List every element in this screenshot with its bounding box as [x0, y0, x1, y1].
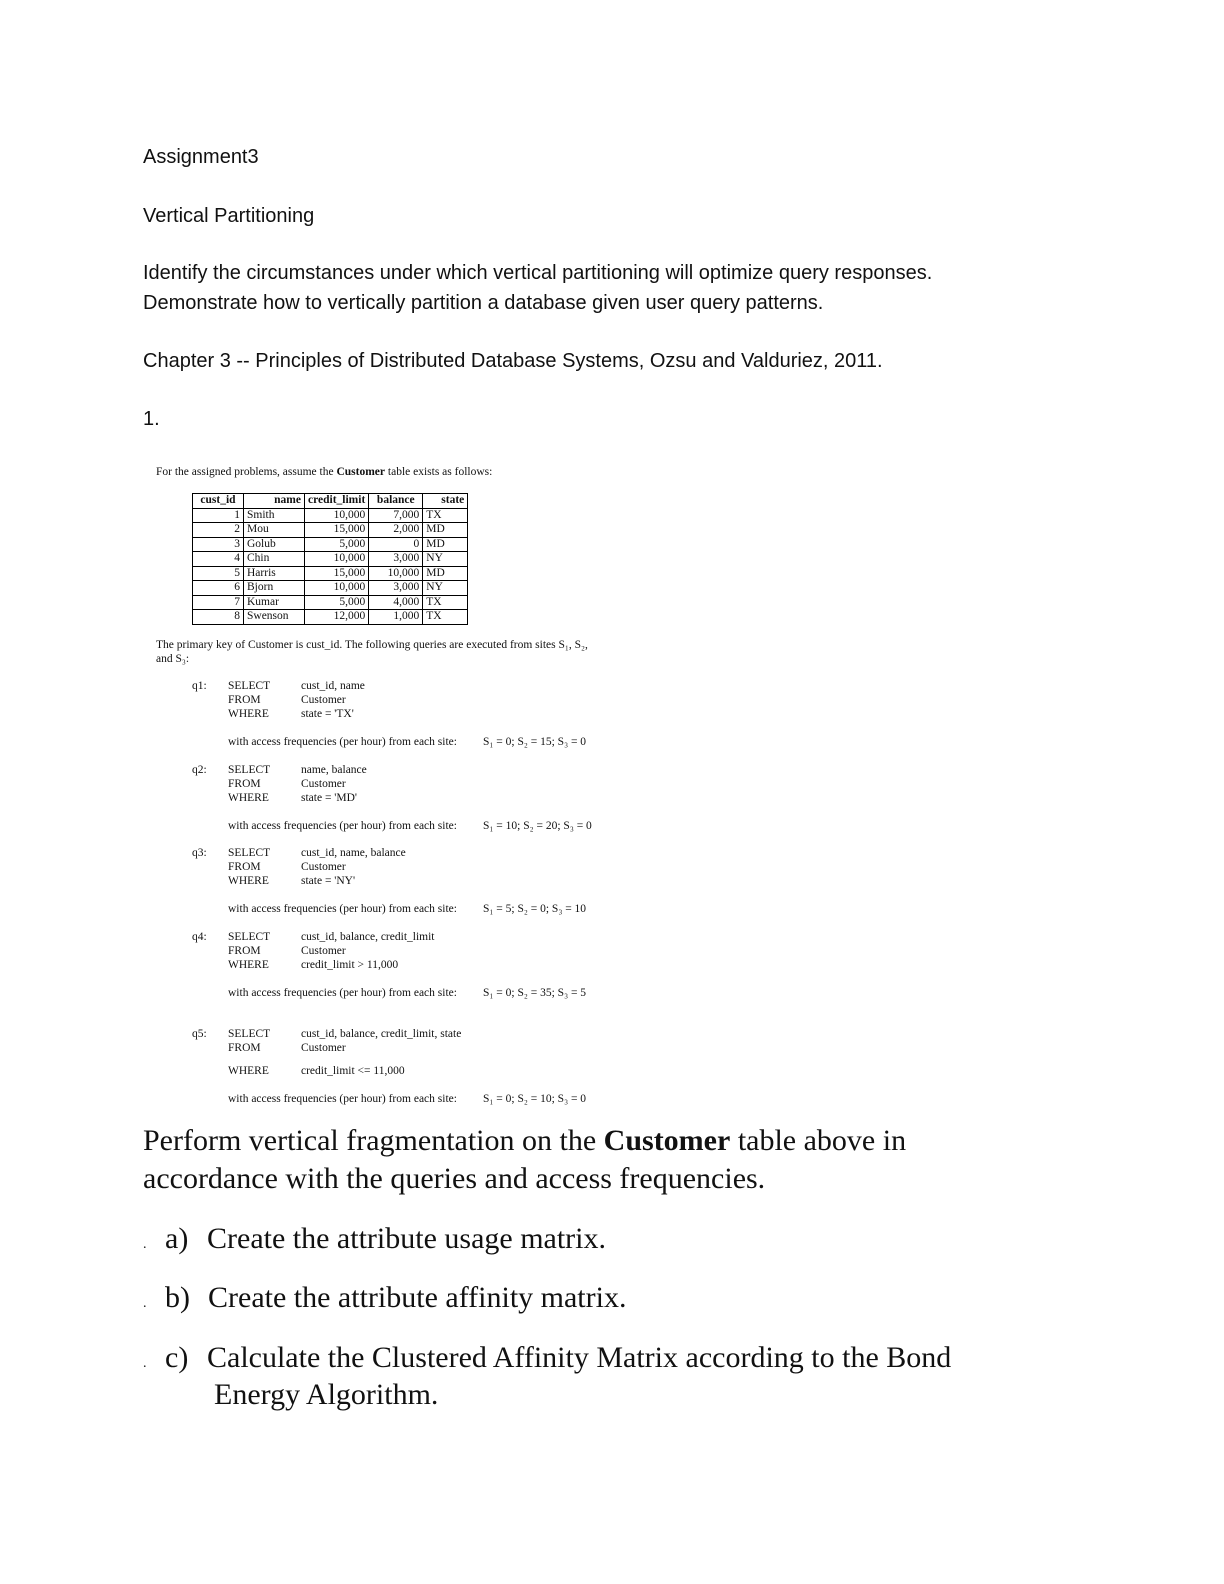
query-label: q3: [192, 847, 207, 859]
table-cell: 10,000 [305, 581, 369, 596]
customer-table [192, 493, 468, 625]
table-row [193, 523, 468, 538]
col-header: cust_id [193, 494, 244, 509]
table-cell: 2,000 [369, 523, 423, 538]
table-cell: 15,000 [305, 566, 369, 581]
table-cell: MD [423, 537, 468, 552]
from-clause: Customer [301, 861, 346, 873]
table-cell: 6 [193, 581, 244, 596]
task-line-2: accordance with the queries and access frequencies. [143, 1162, 766, 1195]
freq-label: with access frequencies (per hour) from each site: [228, 987, 457, 999]
access-frequency [228, 1093, 587, 1105]
from-keyword: FROM [228, 945, 261, 957]
select-keyword: SELECT [228, 1028, 271, 1040]
table-cell: TX [423, 610, 468, 625]
from-keyword: FROM [228, 778, 261, 790]
table-cell: NY [423, 581, 468, 596]
reference: Chapter 3 -- Principles of Distributed Database Systems, Ozsu and Valduriez, 2011. [143, 350, 883, 372]
select-keyword: SELECT [228, 931, 271, 943]
from-clause: Customer [301, 1042, 346, 1054]
freq-label: with access frequencies (per hour) from each site: [228, 1093, 457, 1105]
select-clause: cust_id, name, balance [301, 847, 406, 859]
item-text: Calculate the Clustered Affinity Matrix according to the Bond [207, 1341, 952, 1374]
bullet: . [143, 1237, 147, 1252]
col-header: credit_limit [305, 494, 369, 509]
where-clause: credit_limit <= 11,000 [301, 1065, 405, 1077]
table-cell: Kumar [244, 595, 305, 610]
select-clause: cust_id, balance, credit_limit, state [301, 1028, 462, 1040]
objective-2: Demonstrate how to vertically partition a database given user query patterns. [143, 292, 824, 314]
freq-label: with access frequencies (per hour) from each site: [228, 736, 457, 748]
table-cell: 5,000 [305, 537, 369, 552]
table-cell: 3,000 [369, 552, 423, 567]
intro-text: For the assigned problems, assume the [156, 466, 337, 478]
table-cell: Golub [244, 537, 305, 552]
select-clause: name, balance [301, 764, 367, 776]
table-cell: 3,000 [369, 581, 423, 596]
select-keyword: SELECT [228, 764, 271, 776]
table-cell: 12,000 [305, 610, 369, 625]
from-clause: Customer [301, 945, 346, 957]
table-row [193, 552, 468, 567]
problem-number: 1. [143, 408, 160, 430]
col-header: name [244, 494, 305, 509]
problem-intro [156, 466, 492, 478]
table-row [193, 537, 468, 552]
table-cell: 10,000 [369, 566, 423, 581]
from-clause: Customer [301, 778, 346, 790]
task-bold: Customer [603, 1124, 731, 1157]
bullet: . [143, 1356, 147, 1371]
item-marker: c) [165, 1341, 189, 1374]
table-cell: 4,000 [369, 595, 423, 610]
select-keyword: SELECT [228, 680, 271, 692]
table-cell: 4 [193, 552, 244, 567]
query-label: q4: [192, 931, 207, 943]
table-cell: 1,000 [369, 610, 423, 625]
freq-values: S₁ = 0; S₂ = 35; S₃ = 5 [483, 987, 587, 999]
table-cell: Harris [244, 566, 305, 581]
table-cell: Swenson [244, 610, 305, 625]
from-keyword: FROM [228, 861, 261, 873]
pk-line-1: The primary key of Customer is cust_id. The following queries are executed from sites S₁, S₂, [156, 639, 588, 651]
access-frequency [228, 987, 587, 999]
table-cell: TX [423, 508, 468, 523]
table-header [193, 494, 468, 509]
table-cell: 7 [193, 595, 244, 610]
table-cell: 0 [369, 537, 423, 552]
freq-values: S₁ = 5; S₂ = 0; S₃ = 10 [483, 903, 587, 915]
where-clause: state = 'TX' [301, 708, 354, 720]
access-frequency [228, 820, 592, 832]
table-row [193, 566, 468, 581]
col-header: state [423, 494, 468, 509]
table-cell: MD [423, 523, 468, 538]
table-cell: 10,000 [305, 552, 369, 567]
table-cell: 7,000 [369, 508, 423, 523]
table-cell: 8 [193, 610, 244, 625]
freq-values: S₁ = 10; S₂ = 20; S₃ = 0 [483, 820, 592, 832]
select-clause: cust_id, balance, credit_limit [301, 931, 435, 943]
table-cell: 5,000 [305, 595, 369, 610]
where-clause: state = 'NY' [301, 875, 356, 887]
from-keyword: FROM [228, 694, 261, 706]
task-item-a [143, 1222, 607, 1256]
item-marker: a) [165, 1222, 189, 1255]
table-cell: 10,000 [305, 508, 369, 523]
task-text: Perform vertical fragmentation on the [143, 1124, 604, 1157]
table-cell: Bjorn [244, 581, 305, 596]
where-keyword: WHERE [228, 708, 269, 720]
item-marker: b) [165, 1281, 190, 1314]
table-cell: NY [423, 552, 468, 567]
table-row [193, 581, 468, 596]
task-item-b [143, 1281, 627, 1315]
where-keyword: WHERE [228, 875, 269, 887]
item-text: Create the attribute affinity matrix. [208, 1281, 627, 1314]
where-keyword: WHERE [228, 792, 269, 804]
assignment-title: Assignment3 [143, 146, 259, 168]
where-clause: state = 'MD' [301, 792, 357, 804]
table-cell: Mou [244, 523, 305, 538]
from-clause: Customer [301, 694, 346, 706]
query-label: q2: [192, 764, 207, 776]
col-header: balance [369, 494, 423, 509]
table-cell: Smith [244, 508, 305, 523]
pk-line-2: and S₃: [156, 653, 190, 665]
query-label: q1: [192, 680, 207, 692]
table-cell: 2 [193, 523, 244, 538]
freq-label: with access frequencies (per hour) from each site: [228, 820, 457, 832]
table-cell: 15,000 [305, 523, 369, 538]
table-cell: 5 [193, 566, 244, 581]
table-cell: 3 [193, 537, 244, 552]
freq-values: S₁ = 0; S₂ = 10; S₃ = 0 [483, 1093, 587, 1105]
task-text-end: table above in [730, 1124, 907, 1157]
freq-label: with access frequencies (per hour) from each site: [228, 903, 457, 915]
select-clause: cust_id, name [301, 680, 365, 692]
table-cell: Chin [244, 552, 305, 567]
task-line-1 [143, 1124, 906, 1158]
objective-1: Identify the circumstances under which vertical partitioning will optimize query responses. [143, 262, 933, 284]
freq-values: S₁ = 0; S₂ = 15; S₃ = 0 [483, 736, 587, 748]
from-keyword: FROM [228, 1042, 261, 1054]
item-text: Create the attribute usage matrix. [207, 1222, 607, 1255]
intro-text-end: table exists as follows: [385, 466, 493, 478]
access-frequency [228, 736, 587, 748]
table-row [193, 595, 468, 610]
query-label: q5: [192, 1028, 207, 1040]
bullet: . [143, 1296, 147, 1311]
table-row [193, 508, 468, 523]
access-frequency [228, 903, 587, 915]
intro-bold: Customer [336, 466, 386, 478]
table-row [193, 610, 468, 625]
where-keyword: WHERE [228, 1065, 269, 1077]
table-cell: MD [423, 566, 468, 581]
table-cell: 1 [193, 508, 244, 523]
topic-heading: Vertical Partitioning [143, 205, 315, 227]
select-keyword: SELECT [228, 847, 271, 859]
table-cell: TX [423, 595, 468, 610]
where-clause: credit_limit > 11,000 [301, 959, 399, 971]
task-item-c-cont: Energy Algorithm. [214, 1378, 439, 1411]
where-keyword: WHERE [228, 959, 269, 971]
task-item-c [143, 1341, 952, 1375]
